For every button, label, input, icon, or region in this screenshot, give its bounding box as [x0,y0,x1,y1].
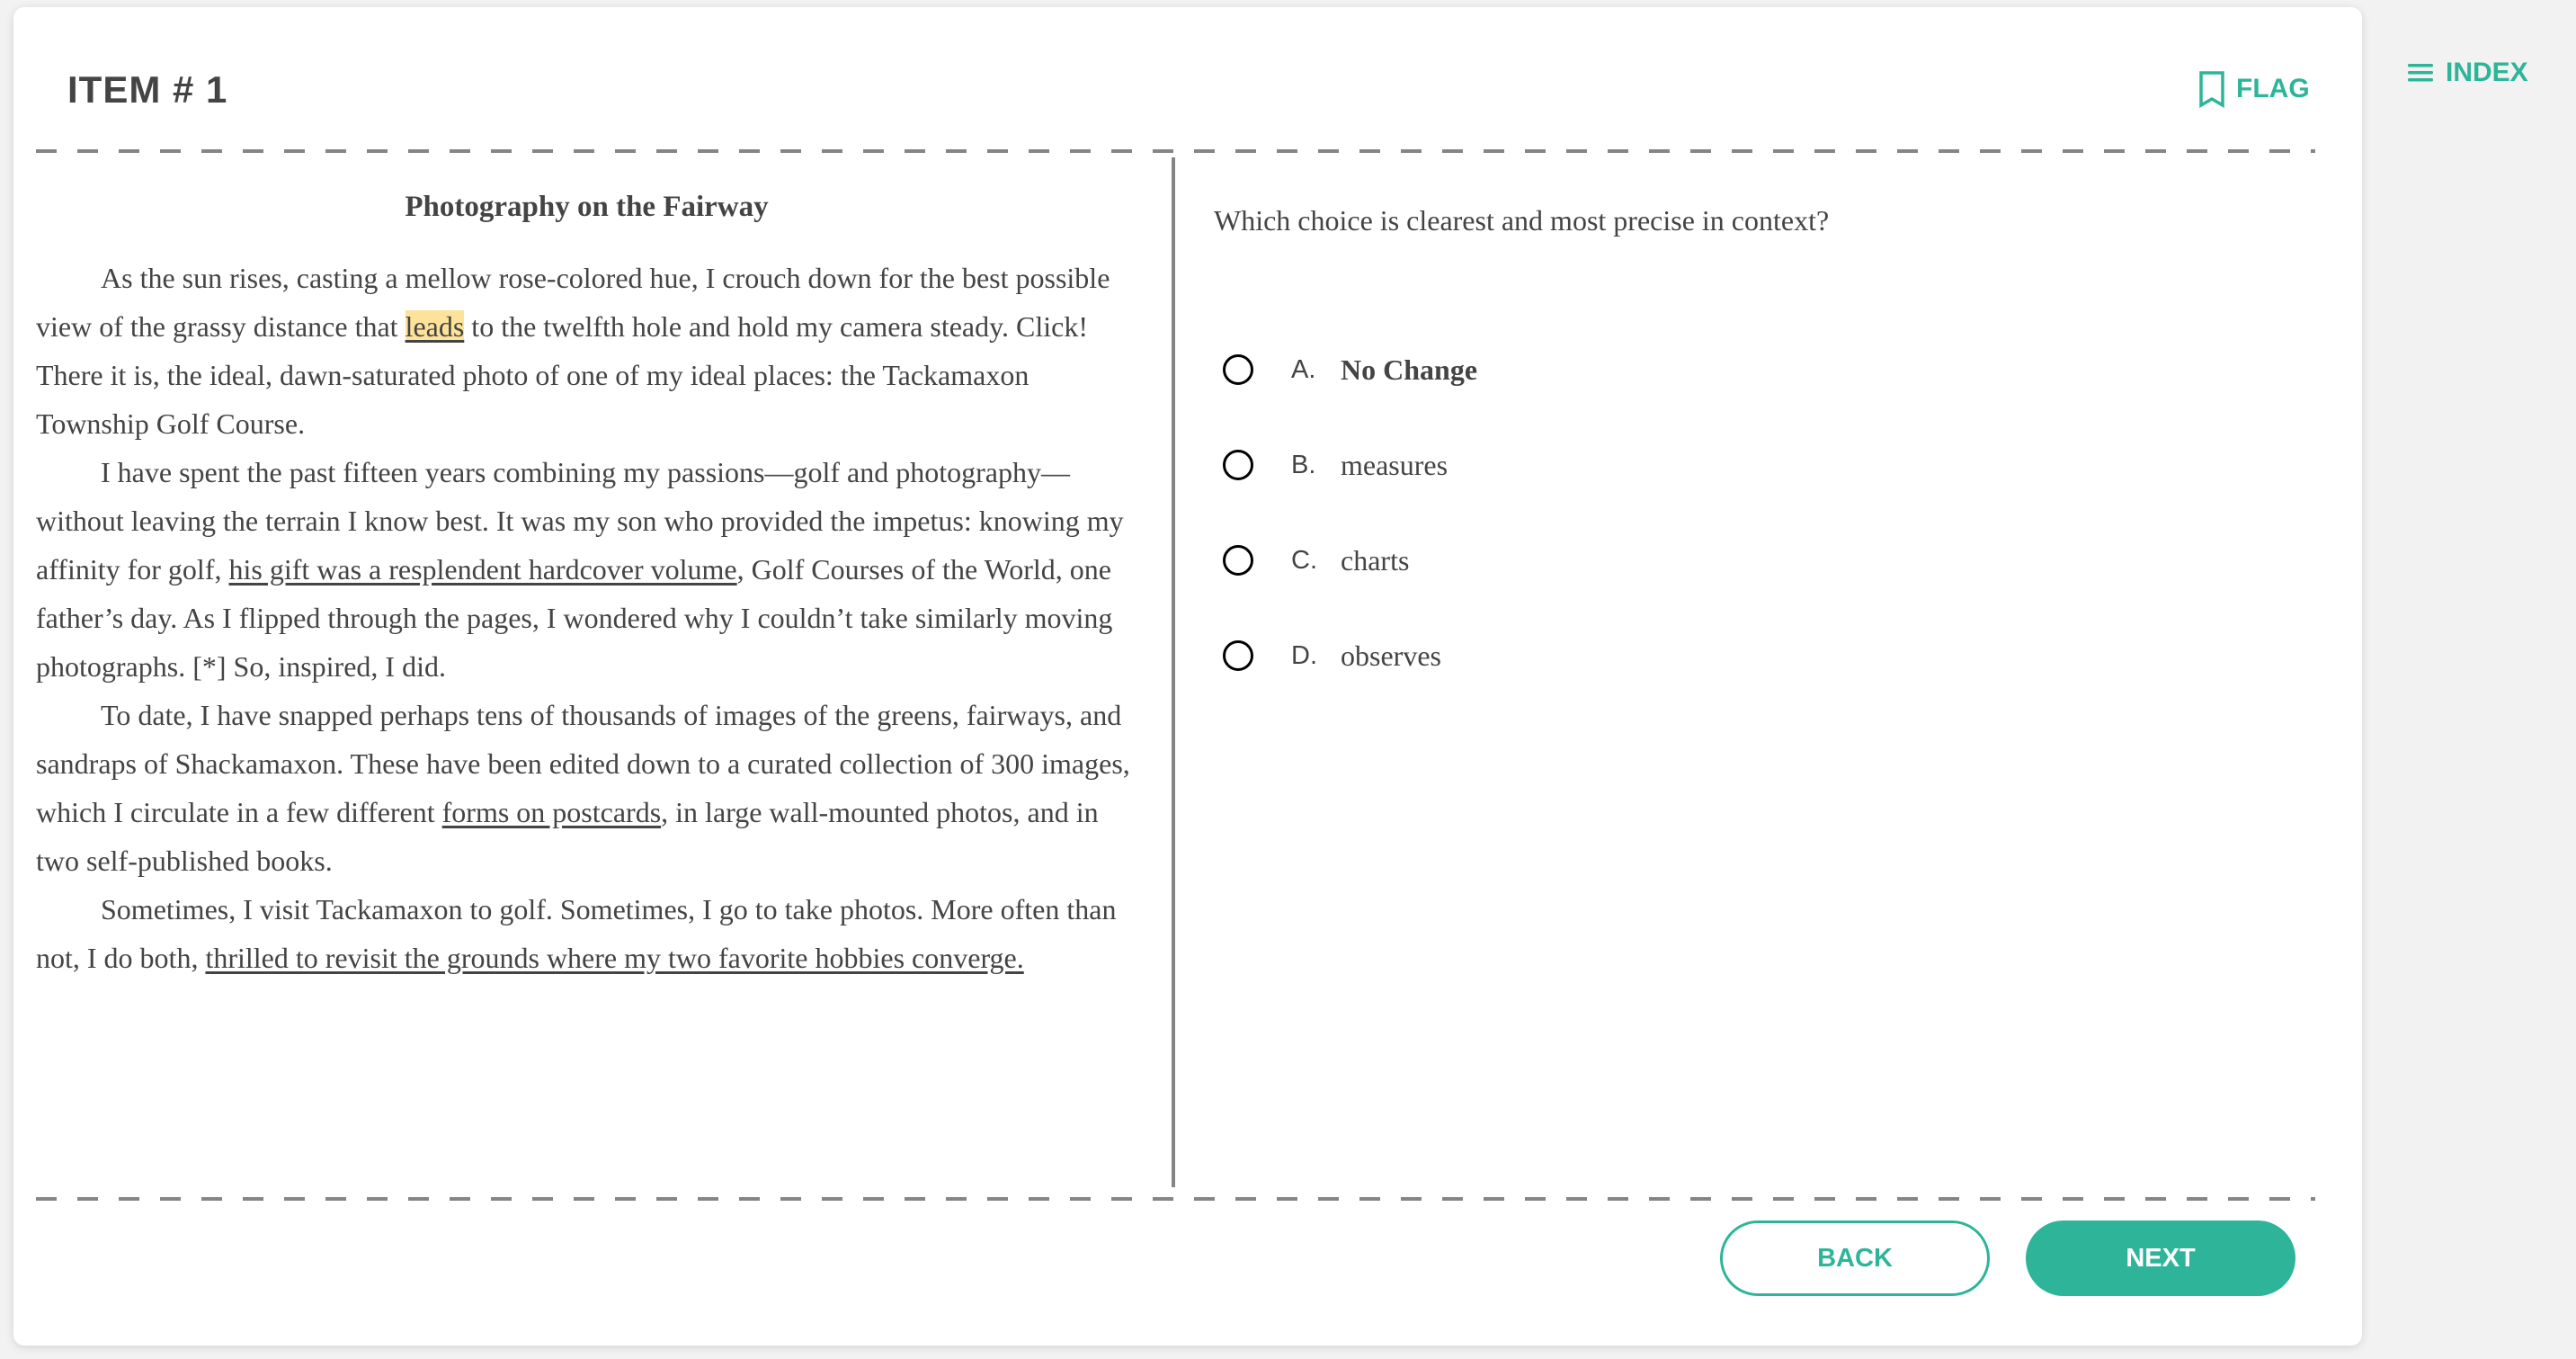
back-button[interactable]: BACK [1720,1220,1990,1296]
option-text: charts [1341,543,1410,577]
index-label: INDEX [2446,58,2528,87]
option-a[interactable] [1223,322,1477,417]
radio-button[interactable] [1223,545,1253,576]
option-c[interactable] [1223,513,1477,608]
paragraph-3 [36,691,1137,885]
option-text: observes [1341,639,1441,672]
menu-icon [2408,63,2433,83]
underlined-phrase[interactable]: thrilled to revisit the grounds where my two favorite hobbies converge. [205,942,1024,974]
item-title: ITEM # 1 [67,68,228,111]
text: , Golf Courses of the World, one father’s day. As I flipped through the pages, I wondered why I couldn’t take similarly moving photographs. [*] So, inspired, I did. [36,553,1113,683]
flag-label: FLAG [2236,74,2310,103]
option-text: measures [1341,448,1448,481]
bottom-divider [36,1197,2315,1201]
option-letter: D. [1291,640,1317,670]
underlined-phrase[interactable]: his gift was a resplendent hardcover volume [228,553,737,586]
option-letter: A. [1291,354,1316,384]
text: , in large wall-mounted photos, and in two self-published books. [36,796,1099,877]
highlighted-word[interactable]: leads [405,310,465,343]
radio-button[interactable] [1223,450,1253,480]
text: To date, I have snapped perhaps tens of thousands of images of the greens, fairways, and sandraps of Shackamaxon. These have been edited down to a curated collection of 300 images, which I circulate in a few different [36,699,1130,828]
index-button[interactable] [2408,58,2528,88]
option-letter: C. [1291,545,1317,575]
paragraph-1 [36,254,1137,448]
paragraph-4 [36,885,1137,982]
passage [36,189,1137,982]
top-divider [36,149,2315,153]
passage-title: Photography on the Fairway [405,191,769,223]
column-divider [1172,157,1175,1187]
answer-options [1223,322,1477,703]
bookmark-icon [2198,70,2225,108]
text: Sometimes, I visit Tackamaxon to golf. Sometimes, I go to take photos. More often than not, I do both, [36,893,1117,974]
option-d[interactable] [1223,608,1477,703]
text: to the twelfth hole and hold my camera steady. Click! There it is, the ideal, dawn-saturated photo of one of my ideal places: the Tackamaxon Township Golf Course. [36,310,1089,440]
question-prompt: Which choice is clearest and most precise in context? [1214,204,1830,237]
underlined-phrase[interactable]: forms on postcards [441,796,662,828]
option-text: No Change [1341,353,1478,386]
paragraph-2 [36,448,1137,691]
option-letter: B. [1291,450,1316,479]
radio-button[interactable] [1223,354,1253,385]
flag-button[interactable] [2198,70,2310,108]
next-button[interactable]: NEXT [2026,1220,2295,1296]
text: As the sun rises, casting a mellow rose-colored hue, I crouch down for the best possible view of the grassy distance that [36,262,1110,343]
text: I have spent the past fifteen years combining my passions—golf and photography—without leaving the terrain I know best. It was my son who provided the impetus: knowing my affinity for golf, [36,456,1124,586]
radio-button[interactable] [1223,640,1253,671]
option-b[interactable] [1223,417,1477,513]
